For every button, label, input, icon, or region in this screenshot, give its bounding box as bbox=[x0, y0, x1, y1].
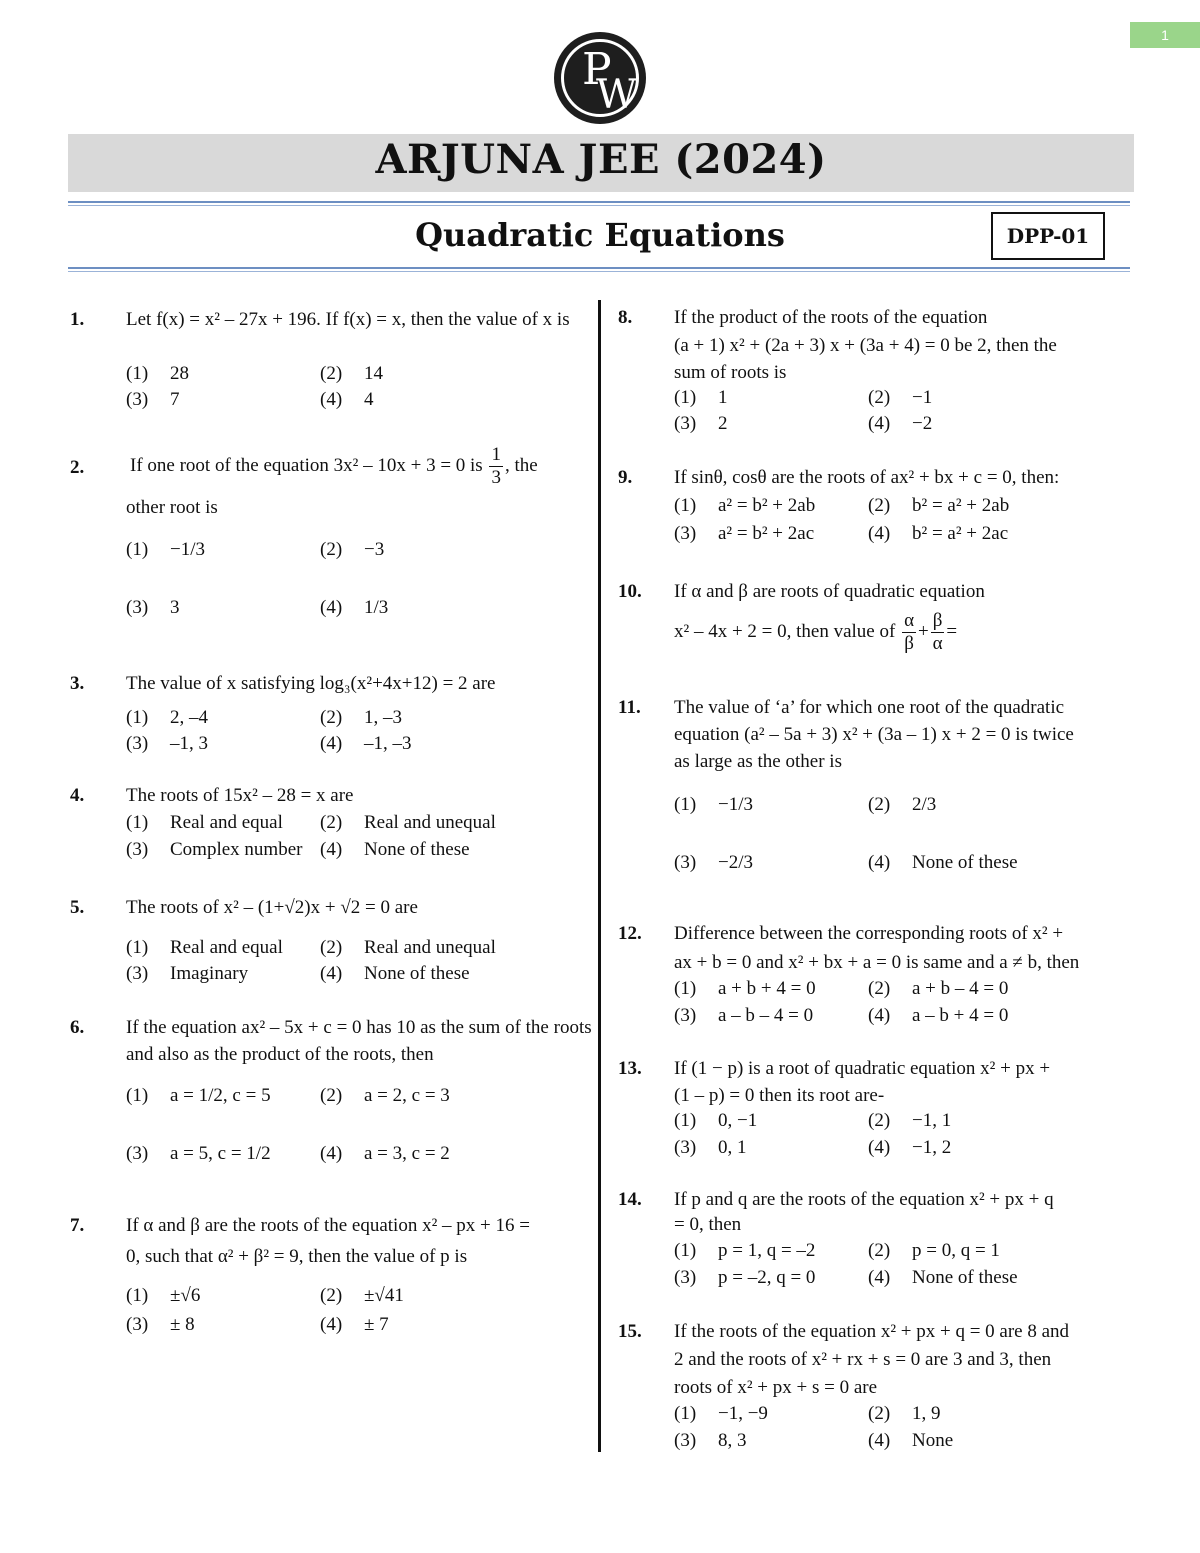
question-stem: If p and q are the roots of the equation x² + px + q bbox=[674, 1189, 1054, 1210]
question-number: 13. bbox=[618, 1058, 642, 1079]
banner-title: ARJUNA JEE (2024) bbox=[375, 136, 827, 183]
question-number: 5. bbox=[70, 897, 85, 918]
option-1: (1) Real and equal bbox=[126, 937, 283, 958]
option-4: (4) 4 bbox=[320, 389, 374, 410]
option-3: (3) 3 bbox=[126, 597, 180, 618]
option-3: (3) a – b – 4 = 0 bbox=[674, 1005, 814, 1026]
option-2: (2) p = 0, q = 1 bbox=[868, 1240, 1000, 1261]
question-stem: Difference between the corresponding roots of x² + bbox=[674, 923, 1064, 944]
page-subtitle: Quadratic Equations bbox=[415, 216, 785, 254]
question-stem: If (1 − p) is a root of quadratic equation x² + px + bbox=[674, 1058, 1051, 1079]
option-4: (4) None of these bbox=[320, 839, 470, 860]
question-number: 4. bbox=[70, 785, 85, 806]
option-3: (3) −2/3 bbox=[674, 852, 753, 873]
option-4: (4) None of these bbox=[320, 963, 470, 984]
option-1: (1) −1/3 bbox=[674, 794, 753, 815]
question-stem: If sinθ, cosθ are the roots of ax² + bx + c = 0, then: bbox=[674, 467, 1060, 488]
option-2: (2) 2/3 bbox=[868, 794, 937, 815]
option-4: (4) None of these bbox=[868, 852, 1018, 873]
option-1: (1) 28 bbox=[126, 363, 189, 384]
option-1: (1) 0, −1 bbox=[674, 1110, 758, 1131]
question-number: 11. bbox=[618, 697, 641, 718]
stem-fraction: $\frac{\beta}{\alpha}$ bbox=[932, 610, 943, 654]
question-stem: The value of ‘a’ for which one root of the quadratic bbox=[674, 697, 1065, 718]
option-4: (4) –1, –3 bbox=[320, 733, 412, 754]
question-stem: If the product of the roots of the equation bbox=[674, 307, 988, 328]
question-number: 15. bbox=[618, 1321, 642, 1342]
pw-logo bbox=[554, 32, 646, 124]
column-divider bbox=[598, 300, 601, 1452]
header-rule-top-thin bbox=[68, 205, 1130, 206]
header-rule-top bbox=[68, 201, 1130, 203]
logo-letter-w: W bbox=[596, 72, 638, 118]
option-2: (2) −1, 1 bbox=[868, 1110, 952, 1131]
logo-letter-p: P bbox=[582, 44, 612, 95]
logo-ring bbox=[561, 39, 639, 117]
question-stem-continued: other root is bbox=[126, 497, 218, 518]
option-2: (2) −3 bbox=[320, 539, 385, 560]
option-3: (3) p = –2, q = 0 bbox=[674, 1267, 816, 1288]
option-3: (3) 2 bbox=[674, 413, 728, 434]
question-number: 6. bbox=[70, 1017, 85, 1038]
option-4: (4) None of these bbox=[868, 1267, 1018, 1288]
question-stem: If one root of the equation 3x² – 10x + 3 = 0 is $\frac{1}{3}$ , the bbox=[130, 444, 538, 488]
option-1: (1) 2, –4 bbox=[126, 707, 208, 728]
question-stem-continued: sum of roots is bbox=[674, 362, 787, 383]
option-3: (3) a = 5, c = 1/2 bbox=[126, 1143, 271, 1164]
question-stem: If α and β are roots of quadratic equation bbox=[674, 581, 985, 602]
option-2: (2) 1, 9 bbox=[868, 1403, 941, 1424]
question-stem-continued: as large as the other is bbox=[674, 751, 842, 772]
question-stem-continued: (a + 1) x² + (2a + 3) x + (3a + 4) = 0 be 2, then the bbox=[674, 335, 1057, 356]
option-2: (2) Real and unequal bbox=[320, 937, 496, 958]
option-1: (1) −1/3 bbox=[126, 539, 205, 560]
question-number: 10. bbox=[618, 581, 642, 602]
question-number: 1. bbox=[70, 309, 85, 330]
option-4: (4) a = 3, c = 2 bbox=[320, 1143, 450, 1164]
page-number-badge: 1 bbox=[1130, 22, 1200, 48]
question-stem-continued: (1 – p) = 0 then its root are- bbox=[674, 1085, 885, 1106]
question-stem-continued: roots of x² + px + s = 0 are bbox=[674, 1377, 878, 1398]
option-4: (4) −1, 2 bbox=[868, 1137, 952, 1158]
option-4: (4) −2 bbox=[868, 413, 933, 434]
question-stem: If α and β are the roots of the equation x² – px + 16 = bbox=[126, 1215, 530, 1236]
question-stem: The roots of 15x² – 28 = x are bbox=[126, 785, 354, 806]
question-stem: If the roots of the equation x² + px + q = 0 are 8 and bbox=[674, 1321, 1070, 1342]
question-stem-continued: = 0, then bbox=[674, 1214, 742, 1235]
option-2: (2) a + b – 4 = 0 bbox=[868, 978, 1009, 999]
question-number: 2. bbox=[70, 457, 85, 478]
option-2: (2) b² = a² + 2ab bbox=[868, 495, 1010, 516]
question-stem: The value of x satisfying log₃(x²+4x+12) = 2 are bbox=[126, 673, 496, 694]
option-2: (2) Real and unequal bbox=[320, 812, 496, 833]
option-1: (1) p = 1, q = –2 bbox=[674, 1240, 816, 1261]
question-number: 9. bbox=[618, 467, 633, 488]
option-4: (4) 1/3 bbox=[320, 597, 389, 618]
question-stem: Let f(x) = x² – 27x + 196. If f(x) = x, then the value of x is bbox=[126, 309, 570, 330]
option-4: (4) a – b + 4 = 0 bbox=[868, 1005, 1009, 1026]
option-4: (4) ± 7 bbox=[320, 1314, 389, 1335]
question-stem-continued: ax + b = 0 and x² + bx + a = 0 is same and a ≠ b, then bbox=[674, 952, 1080, 973]
dpp-label-box: DPP-01 bbox=[991, 212, 1105, 260]
header-rule-bottom bbox=[68, 267, 1130, 269]
question-number: 14. bbox=[618, 1189, 642, 1210]
question-number: 12. bbox=[618, 923, 642, 944]
question-stem-continued: 0, such that α² + β² = 9, then the value of p is bbox=[126, 1246, 468, 1267]
question-number: 8. bbox=[618, 307, 633, 328]
option-3: (3) 0, 1 bbox=[674, 1137, 747, 1158]
stem-fraction: $\frac{1}{3}$ bbox=[491, 444, 501, 488]
option-3: (3) –1, 3 bbox=[126, 733, 208, 754]
option-1: (1) ±√6 bbox=[126, 1285, 201, 1306]
option-2: (2) a = 2, c = 3 bbox=[320, 1085, 450, 1106]
question-stem-continued: x² – 4x + 2 = 0, then value of $\frac{\alpha}{\beta}$ + $\frac{\beta}{\alpha}$ = bbox=[674, 610, 958, 654]
option-1: (1) −1, −9 bbox=[674, 1403, 768, 1424]
question-stem-continued: 2 and the roots of x² + rx + s = 0 are 3 and 3, then bbox=[674, 1349, 1052, 1370]
option-4: (4) None bbox=[868, 1430, 954, 1451]
question-number: 7. bbox=[70, 1215, 85, 1236]
option-1: (1) 1 bbox=[674, 387, 728, 408]
option-1: (1) a + b + 4 = 0 bbox=[674, 978, 816, 999]
question-number: 3. bbox=[70, 673, 85, 694]
option-3: (3) a² = b² + 2ac bbox=[674, 523, 815, 544]
option-2: (2) 1, –3 bbox=[320, 707, 402, 728]
title-banner bbox=[68, 134, 1134, 192]
option-1: (1) a = 1/2, c = 5 bbox=[126, 1085, 271, 1106]
option-3: (3) Complex number bbox=[126, 839, 303, 860]
question-stem: If the equation ax² – 5x + c = 0 has 10 as the sum of the roots and also as the product of the roots, then bbox=[126, 1017, 592, 1065]
option-3: (3) Imaginary bbox=[126, 963, 249, 984]
option-2: (2) −1 bbox=[868, 387, 933, 408]
stem-fraction: $\frac{\alpha}{\beta}$ bbox=[904, 610, 915, 654]
option-2: (2) ±√41 bbox=[320, 1285, 404, 1306]
option-4: (4) b² = a² + 2ac bbox=[868, 523, 1009, 544]
option-3: (3) 7 bbox=[126, 389, 180, 410]
option-3: (3) ± 8 bbox=[126, 1314, 195, 1335]
header-rule-bottom-thin bbox=[68, 271, 1130, 272]
option-1: (1) Real and equal bbox=[126, 812, 283, 833]
option-1: (1) a² = b² + 2ab bbox=[674, 495, 816, 516]
question-stem-continued: equation (a² – 5a + 3) x² + (3a – 1) x + 2 = 0 is twice bbox=[674, 724, 1074, 745]
option-3: (3) 8, 3 bbox=[674, 1430, 747, 1451]
option-2: (2) 14 bbox=[320, 363, 383, 384]
question-stem: The roots of x² – (1+√2)x + √2 = 0 are bbox=[126, 897, 418, 918]
